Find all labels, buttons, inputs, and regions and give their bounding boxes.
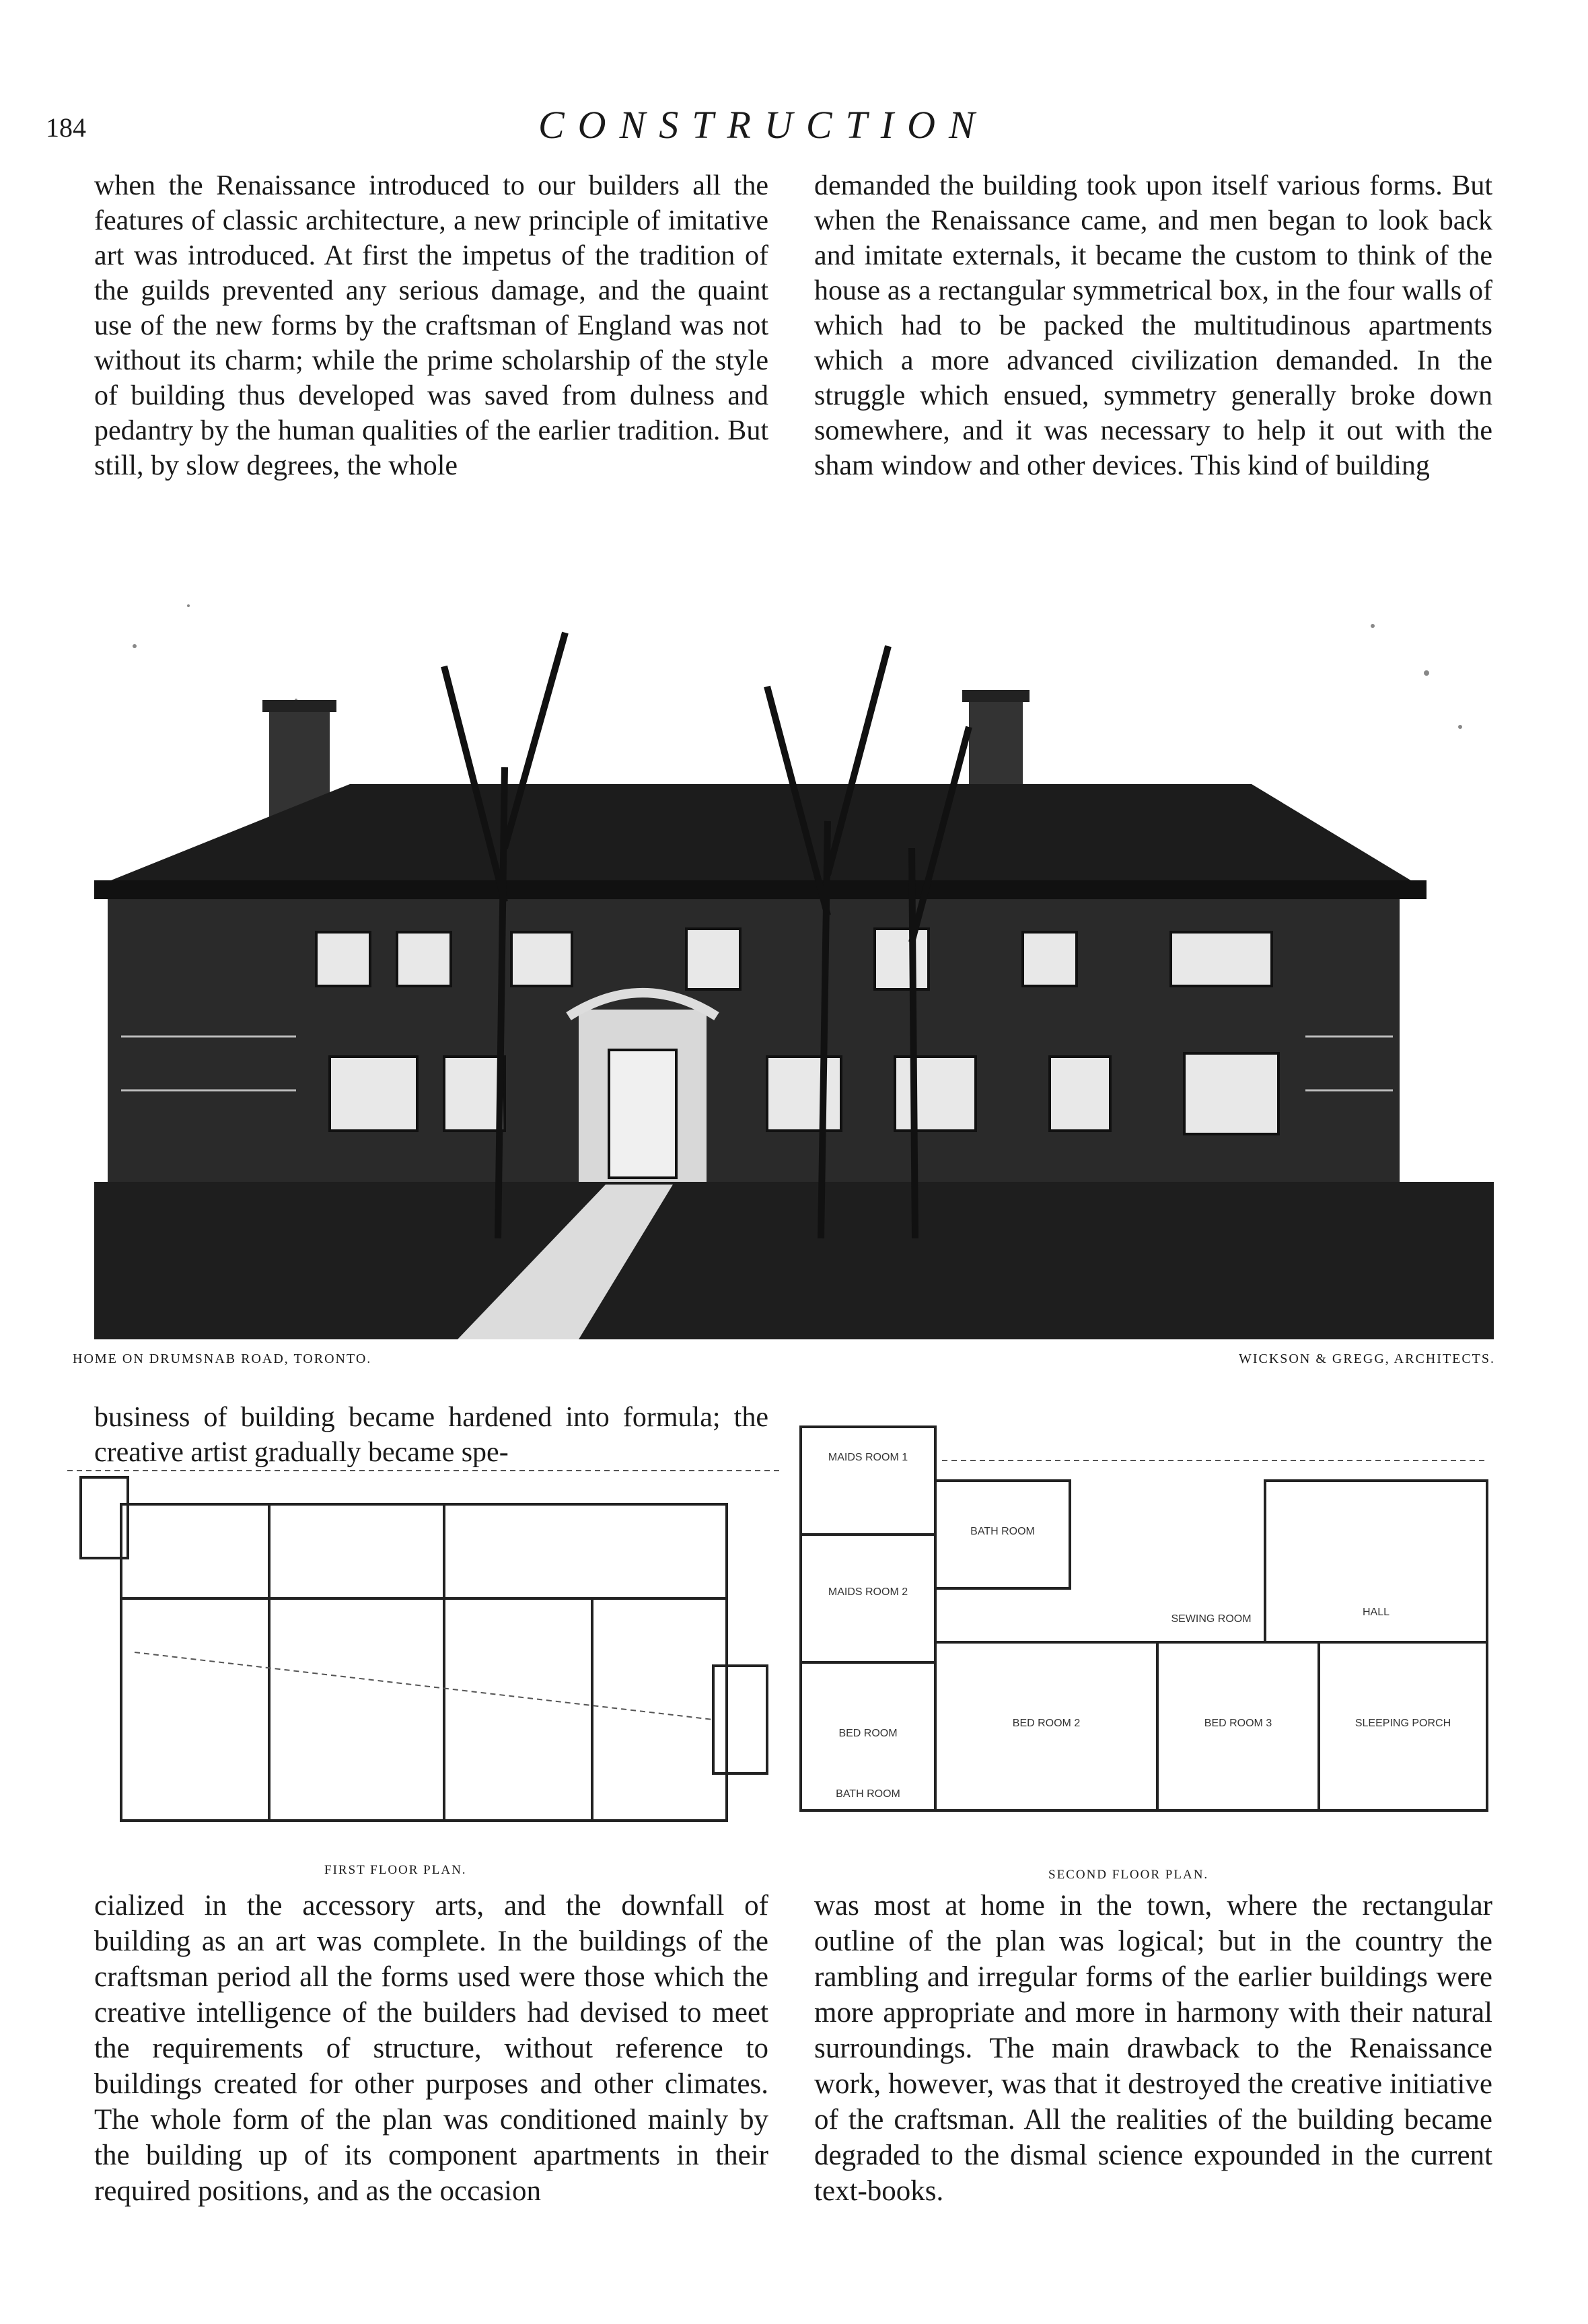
running-head: CONSTRUCTION [538,103,988,147]
second-floor-plan-caption: SECOND FLOOR PLAN. [1048,1868,1209,1882]
room-label: SEWING ROOM [1171,1613,1252,1625]
body-text-column-top-left: when the Renaissance introduced to our builders all the features of classic architecture, a new principle of imitative art was introduced. At first the impetus of the tradition of the guilds prevented any serious damage, and the quaint use of the new forms by the craftsman of England was not without its charm; while the prime scholarship of the style of building thus developed was saved from dulness and pedantry by the human qualities of the earlier tradition. But still, by slow degrees, the whole [94,170,768,481]
first-floor-plan-drawing [67,1464,781,1847]
room-label: SLEEPING PORCH [1355,1718,1451,1729]
room-label: BED ROOM 3 [1204,1718,1272,1729]
room-label: BED ROOM [838,1728,898,1739]
room-label: HALL [1362,1607,1390,1618]
body-text-column-bottom-right: was most at home in the town, where the rectangular outline of the plan was logical; but in the country the rambling and irregular forms of the earlier buildings were more appropriate and more in harmony with their natural surroundings. The main drawback to the Renaissance work, however, was that it destroyed the creative initiative of the craftsman. All the realities of the building became degraded to the dismal science expounded in the current text-books. [814,1890,1492,2207]
photo-caption-location: HOME ON DRUMSNAB ROAD, TORONTO. [73,1351,372,1366]
photo-caption-architects: WICKSON & GREGG, ARCHITECTS. [1238,1351,1495,1366]
page-number: 184 [46,112,86,143]
room-label: BATH ROOM [970,1526,1035,1537]
body-text-column-bottom-left: cialized in the accessory arts, and the downfall of building as an art was complete. In the buildings of the craftsman period all the forms used were those which the creative intelligence of the builders had devised to meet the requirements of structure, without reference to buildings created for other purposes and other climates. The whole form of the plan was conditioned mainly by the building up of its component apartments in their required positions, and as the occasion [94,1890,768,2207]
room-label: BED ROOM 2 [1012,1718,1081,1729]
house-photograph [94,565,1494,1339]
body-text-column-top-right: demanded the building took upon itself various forms. But when the Renaissance came, and men began to look back and imitate externals, it became the custom to think of the house as a rectangular symmetrical box, in the four walls of which had to be packed the multitudinous apartments which a more advanced civilization demanded. In the struggle which ensued, symmetry generally broke down somewhere, and it was necessary to help it out with the sham window and other devices. This kind of building [814,170,1492,481]
room-label: MAIDS ROOM 1 [828,1452,908,1463]
room-label: MAIDS ROOM 2 [828,1586,908,1598]
first-floor-plan-caption: FIRST FLOOR PLAN. [324,1863,467,1877]
second-floor-plan-drawing [794,1420,1494,1834]
body-text-column-middle-left: business of building became hardened into formula; the creative artist gradually became spe- [94,1402,768,1468]
room-label: BATH ROOM [836,1788,900,1800]
